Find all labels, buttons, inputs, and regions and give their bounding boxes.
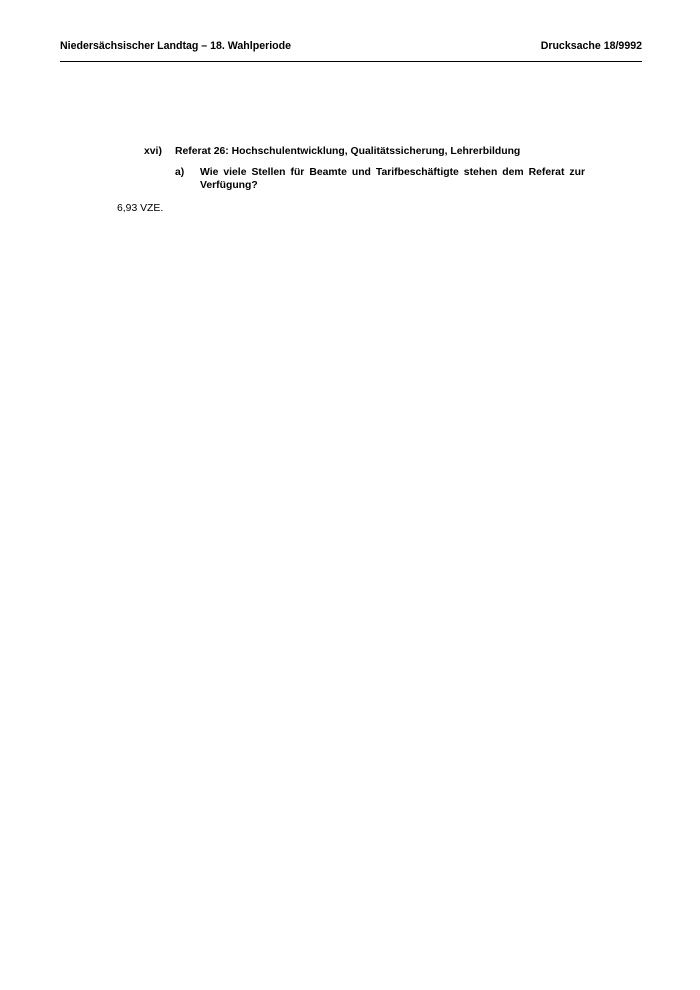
page-header (60, 40, 642, 53)
document-body (117, 145, 585, 215)
section-heading (144, 145, 585, 158)
section-number: xvi) (144, 146, 162, 157)
document-number: Drucksache 18/9992 (540, 40, 642, 52)
section-title: Referat 26: Hochschulentwicklung, Qualitätssicherung, Lehrerbildung (175, 146, 521, 157)
header-divider (60, 61, 642, 62)
answer-a: 6,93 VZE. (117, 203, 164, 214)
question-a: a) Wie viele Stellen für Beamte und Tarifbeschäftigte stehen dem Referat zur Verfügung? (175, 167, 585, 191)
header-title: Niedersächsischer Landtag – 18. Wahlperiode (60, 40, 291, 52)
